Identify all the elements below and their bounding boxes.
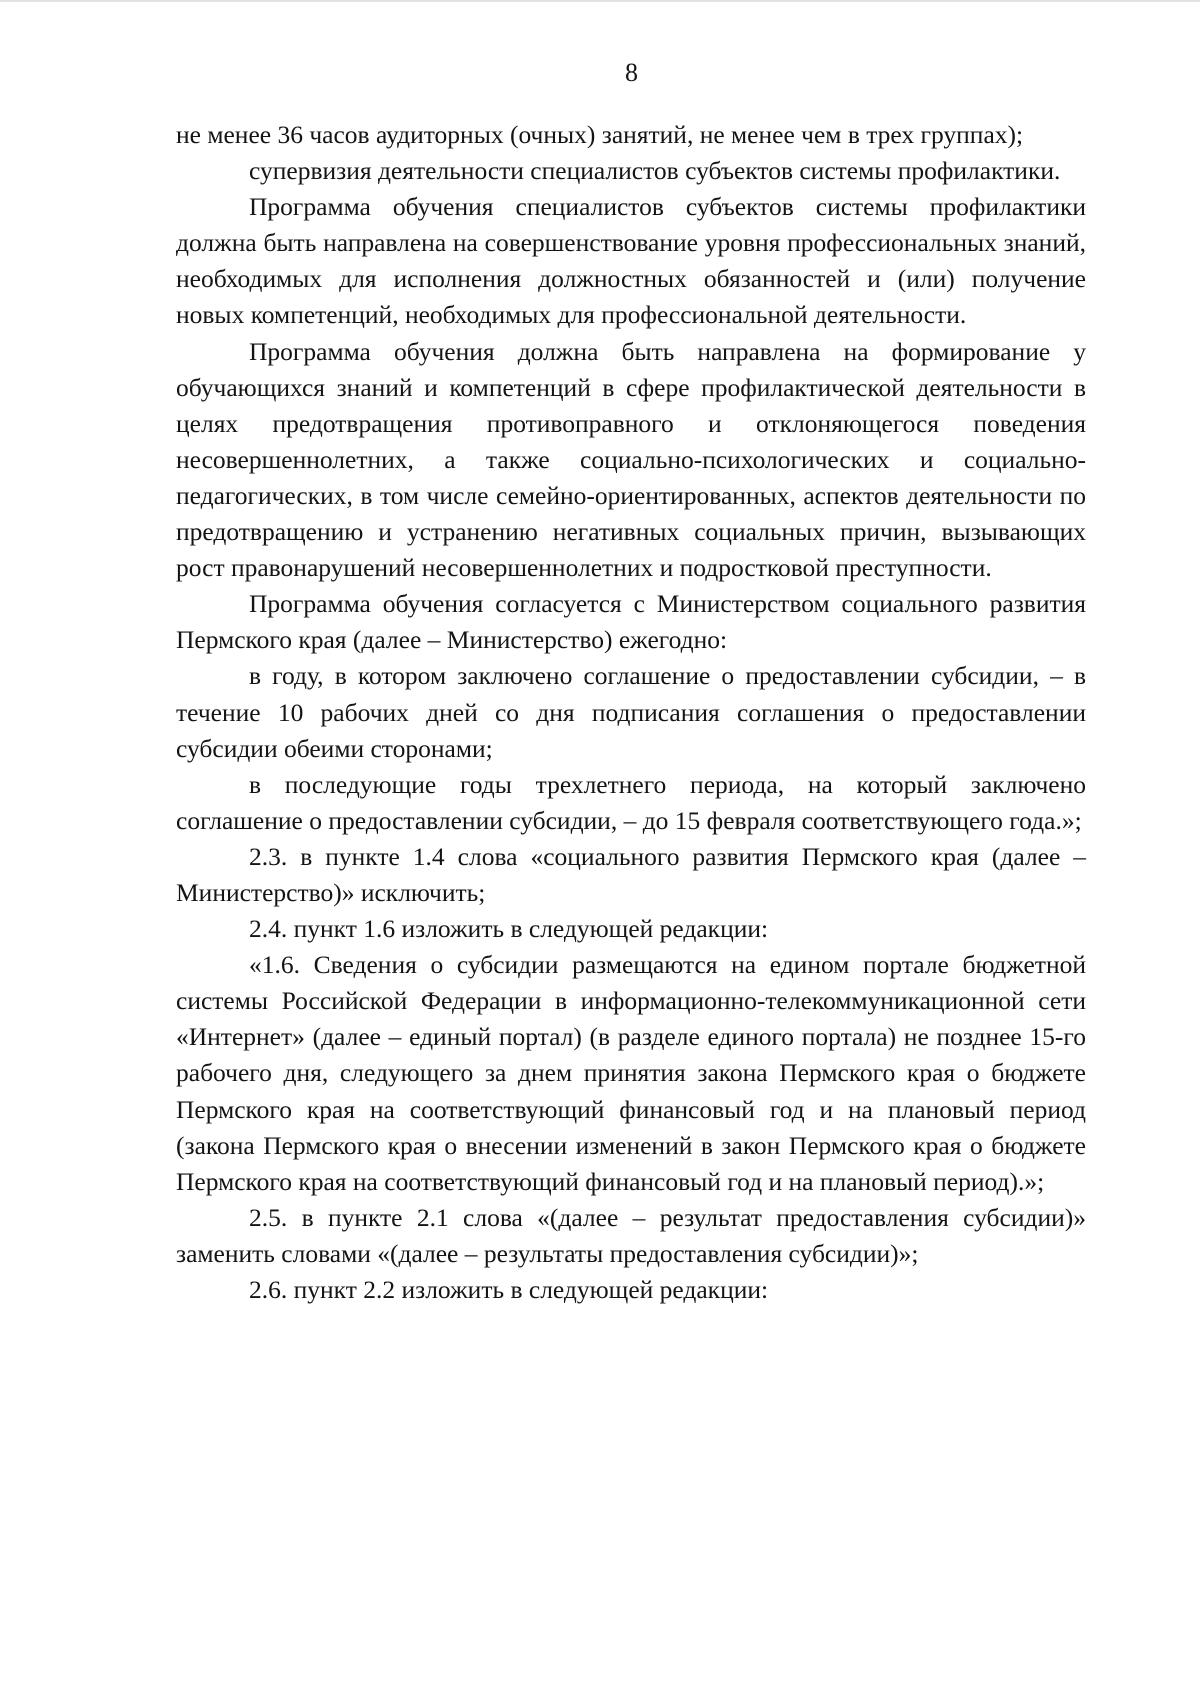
paragraph-12: 2.6. пункт 2.2 изложить в следующей редакции:	[249, 1275, 769, 1304]
paragraph-1: не менее 36 часов аудиторных (очных) занятий, не менее чем в трех группах);	[176, 120, 1024, 149]
scan-top-edge	[0, 0, 1200, 2]
paragraph-8: 2.3. в пункте 1.4 слова «социального развития Пермского края (далее – Министерство)» исключить;	[176, 841, 1086, 907]
page-number: 8	[625, 58, 638, 87]
paragraph-3: Программа обучения специалистов субъектов системы профилактики должна быть направлена на совершенствование уровня профессиональных знаний, необходимых для исполнения должностных обязанностей и (или) получение новых компетенций, необходимых для профессиональной деятельности.	[176, 192, 1086, 330]
paragraph-9: 2.4. пункт 1.6 изложить в следующей редакции:	[249, 914, 769, 944]
paragraph-5: Программа обучения согласуется с Министерством социального развития Пермского края (далее – Министерство) ежегодно:	[176, 589, 1086, 655]
paragraph-10: «1.6. Сведения о субсидии размещаются на едином портале бюджетной системы Российской Федерации в информационно-телекоммуникационной сети «Интернет» (далее – единый портал) (в разделе единого портала) не позднее 15-го рабочего дня, следующего за днем принятия закона Пермского края о бюджете Пермского края на соответствующий финансовый год и на плановый период (закона Пермского края о внесении изменений в закон Пермского края о бюджете Пермского края на соответствующий финансовый год и на плановый период).»;	[176, 950, 1086, 1196]
paragraph-7: в последующие годы трехлетнего периода, на который заключено соглашение о предоставлении субсидии, – до 15 февраля соответствующего года.»;	[176, 769, 1086, 835]
paragraph-11: 2.5. в пункте 2.1 слова «(далее – результат предоставления субсидии)» заменить словами «(далее – результаты предоставления субсидии)»;	[176, 1202, 1086, 1268]
document-body	[176, 117, 1086, 1308]
paragraph-6: в году, в котором заключено соглашение о предоставлении субсидии, – в течение 10 рабочих дней со дня подписания соглашения о предоставлении субсидии обеими сторонами;	[176, 661, 1086, 763]
paragraph-2: супервизия деятельности специалистов субъектов системы профилактики.	[249, 156, 1061, 186]
paragraph-4: Программа обучения должна быть направлена на формирование у обучающихся знаний и компетенций в сфере профилактической деятельности в целях предотвращения противоправного и отклоняющегося поведения несовершеннолетних, а также социально-психологических и социально-педагогических, в том числе семейно-ориентированных, аспектов деятельности по предотвращению и устранению негативных социальных причин, вызывающих рост правонарушений несовершеннолетних и подростковой преступности.	[176, 336, 1086, 583]
